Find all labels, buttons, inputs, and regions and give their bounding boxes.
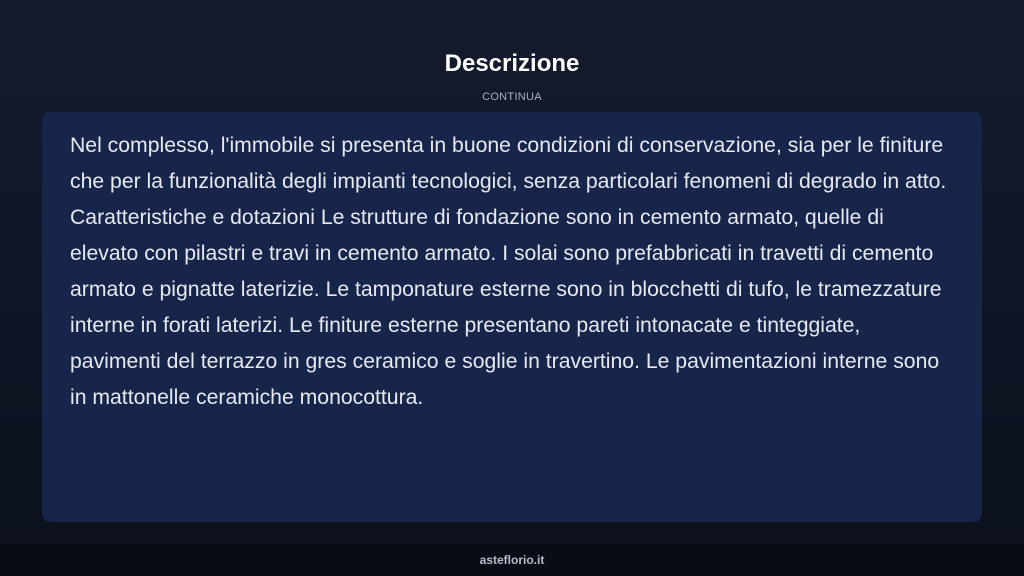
site-name: asteflorio.it	[479, 553, 545, 567]
page-title: Descrizione	[444, 50, 580, 77]
description-text: Nel complesso, l'immobile si presenta in buone condizioni di conservazione, sia per le finiture che per la funzionalità degli impianti tecnologici, senza particolari fenomeni di degrado in atto. Caratteristiche e dotazioni Le strutture di fondazione sono in cemento armato, quelle di elevato con pilastri e travi in cemento armato. I solai sono prefabbricati in travetti di cemento armato e pignatte laterizie. Le tamponature esterne sono in blocchetti di tufo, le tramezzature interne in forati laterizi. Le finiture esterne presentano pareti intonacate e tinteggiate, pavimenti del terrazzo in gres ceramico e soglie in travertino. Le pavimentazioni interne sono in mattonelle ceramiche monocottura.	[70, 134, 947, 409]
description-card	[42, 112, 982, 522]
footer-bar	[0, 544, 1024, 576]
continue-label: CONTINUA	[482, 91, 542, 103]
